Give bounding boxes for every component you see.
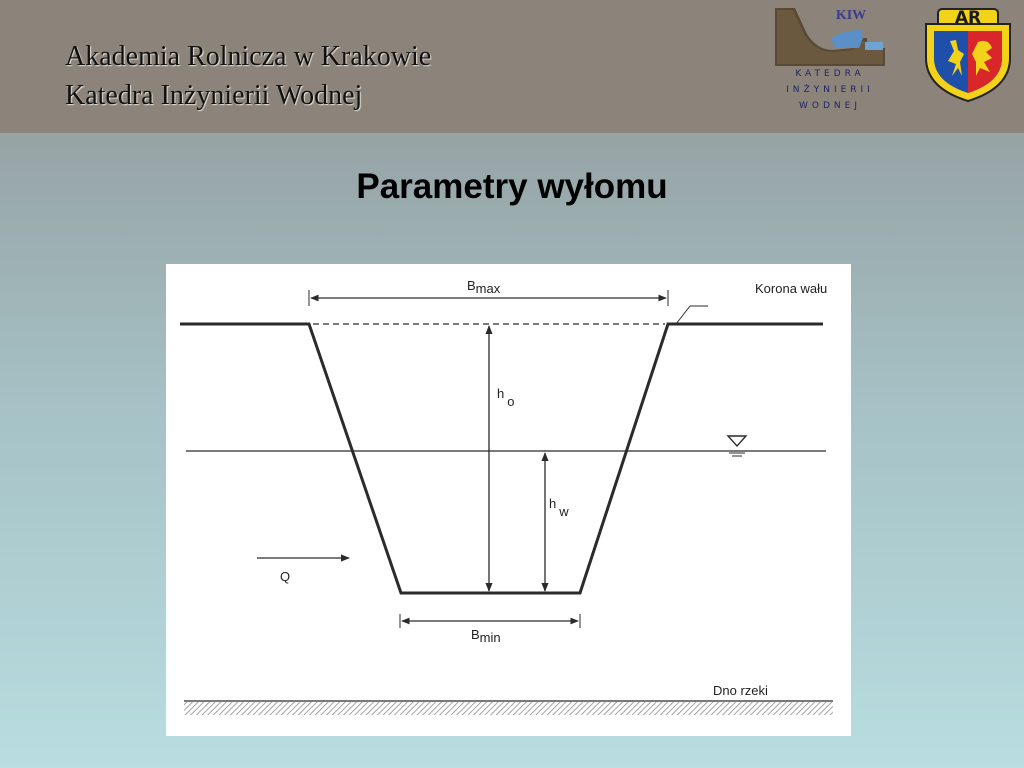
breach-diagram bbox=[166, 264, 851, 736]
crest-leader-line bbox=[676, 306, 690, 324]
header-bar bbox=[0, 0, 1024, 133]
b-min-label: Bmin bbox=[471, 627, 501, 645]
h-w-label: hw bbox=[549, 496, 569, 519]
ar-logo-letters: AR bbox=[954, 8, 982, 28]
kiw-logo-text: KATEDRA bbox=[795, 69, 865, 79]
kiw-logo-text: INŻYNIERII bbox=[786, 85, 874, 95]
crest-label: Korona wału bbox=[755, 281, 828, 296]
b-min-dimension bbox=[400, 614, 580, 628]
breach-profile bbox=[180, 324, 823, 593]
department-name: Katedra Inżynierii Wodnej bbox=[65, 80, 363, 111]
riverbed-hatch bbox=[184, 702, 833, 715]
b-max-label: Bmax bbox=[467, 278, 501, 296]
kiw-abbreviation: KIW bbox=[835, 8, 867, 23]
breach-cross-section bbox=[166, 264, 851, 736]
kiw-logo bbox=[772, 6, 888, 118]
water-level-symbol-icon bbox=[728, 436, 746, 456]
h-o-label: ho bbox=[497, 386, 515, 409]
ar-logo bbox=[920, 6, 1016, 104]
kiw-logo-text: WODNEJ bbox=[799, 101, 861, 111]
riverbed-label: Dno rzeki bbox=[713, 683, 768, 698]
institution-name: Akademia Rolnicza w Krakowie bbox=[65, 41, 432, 72]
flow-label: Q bbox=[280, 569, 291, 584]
slide-title: Parametry wyłomu bbox=[356, 167, 668, 206]
